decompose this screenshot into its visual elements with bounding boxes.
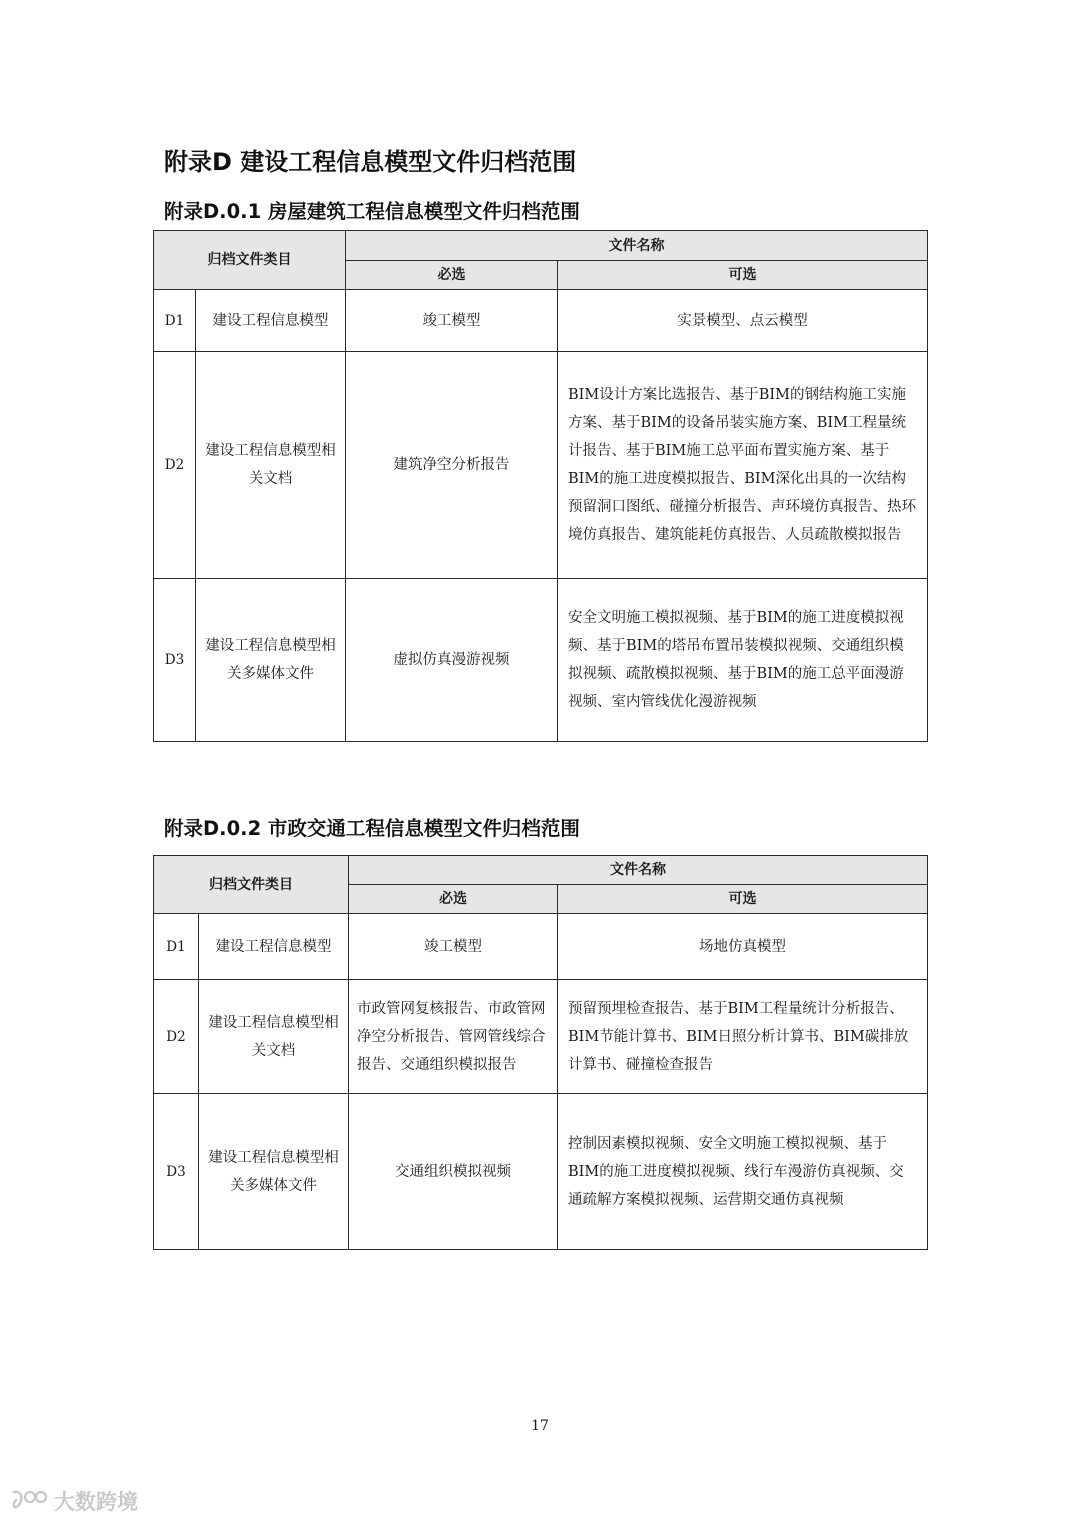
row-category: 建设工程信息模型 [199,914,349,980]
row-required: 交通组织模拟视频 [349,1094,558,1250]
watermark-text: 大数跨境 [54,1490,138,1514]
archive-table-building [153,230,928,742]
row-optional: 控制因素模拟视频、安全文明施工模拟视频、基于BIM的施工进度模拟视频、线行车漫游仿真视频、交通疏解方案模拟视频、运营期交通仿真视频 [558,1094,928,1250]
table-row [154,290,928,352]
section-title-d02: 附录D.0.2 市政交通工程信息模型文件归档范围 [164,817,580,840]
row-optional: BIM设计方案比选报告、基于BIM的钢结构施工实施方案、基于BIM的设备吊装实施方案、BIM工程量统计报告、基于BIM施工总平面布置实施方案、基于BIM的施工进度模拟报告、BIM深化出具的一次结构预留洞口图纸、碰撞分析报告、声环境仿真报告、热环境仿真报告、建筑能耗仿真报告、人员疏散模拟报告 [558,352,928,579]
header-optional: 可选 [558,261,928,290]
row-code: D1 [154,290,196,352]
archive-table-municipal [153,855,928,1250]
row-required: 竣工模型 [346,290,558,352]
row-optional: 预留预埋检查报告、基于BIM工程量统计分析报告、BIM节能计算书、BIM日照分析计算书、BIM碳排放计算书、碰撞检查报告 [558,980,928,1094]
header-file-name: 文件名称 [346,231,928,261]
header-required: 必选 [346,261,558,290]
row-code: D3 [154,579,196,742]
page-title: 附录D 建设工程信息模型文件归档范围 [164,148,577,176]
header-category: 归档文件类目 [154,231,346,290]
table-row [154,1094,928,1250]
row-required: 市政管网复核报告、市政管网净空分析报告、管网管线综合报告、交通组织模拟报告 [349,980,558,1094]
row-category: 建设工程信息模型相关多媒体文件 [196,579,346,742]
row-code: D2 [154,352,196,579]
table-row [154,980,928,1094]
row-required: 建筑净空分析报告 [346,352,558,579]
header-file-name: 文件名称 [349,856,928,885]
row-code: D3 [154,1094,199,1250]
row-optional: 实景模型、点云模型 [558,290,928,352]
row-required: 虚拟仿真漫游视频 [346,579,558,742]
row-optional: 场地仿真模型 [558,914,928,980]
row-required: 竣工模型 [349,914,558,980]
watermark [10,1486,138,1516]
table-row [154,352,928,579]
section-title-d01: 附录D.0.1 房屋建筑工程信息模型文件归档范围 [164,200,580,223]
row-code: D2 [154,980,199,1094]
header-category: 归档文件类目 [154,856,349,914]
brand-logo-icon [10,1488,50,1514]
row-code: D1 [154,914,199,980]
table-row [154,914,928,980]
row-category: 建设工程信息模型相关文档 [199,980,349,1094]
header-required: 必选 [349,885,558,914]
header-optional: 可选 [558,885,928,914]
page-number: 17 [531,1418,549,1434]
row-category: 建设工程信息模型相关文档 [196,352,346,579]
row-category: 建设工程信息模型相关多媒体文件 [199,1094,349,1250]
table-row [154,579,928,742]
row-optional: 安全文明施工模拟视频、基于BIM的施工进度模拟视频、基于BIM的塔吊布置吊装模拟视频、交通组织模拟视频、疏散模拟视频、基于BIM的施工总平面漫游视频、室内管线优化漫游视频 [558,579,928,742]
row-category: 建设工程信息模型 [196,290,346,352]
